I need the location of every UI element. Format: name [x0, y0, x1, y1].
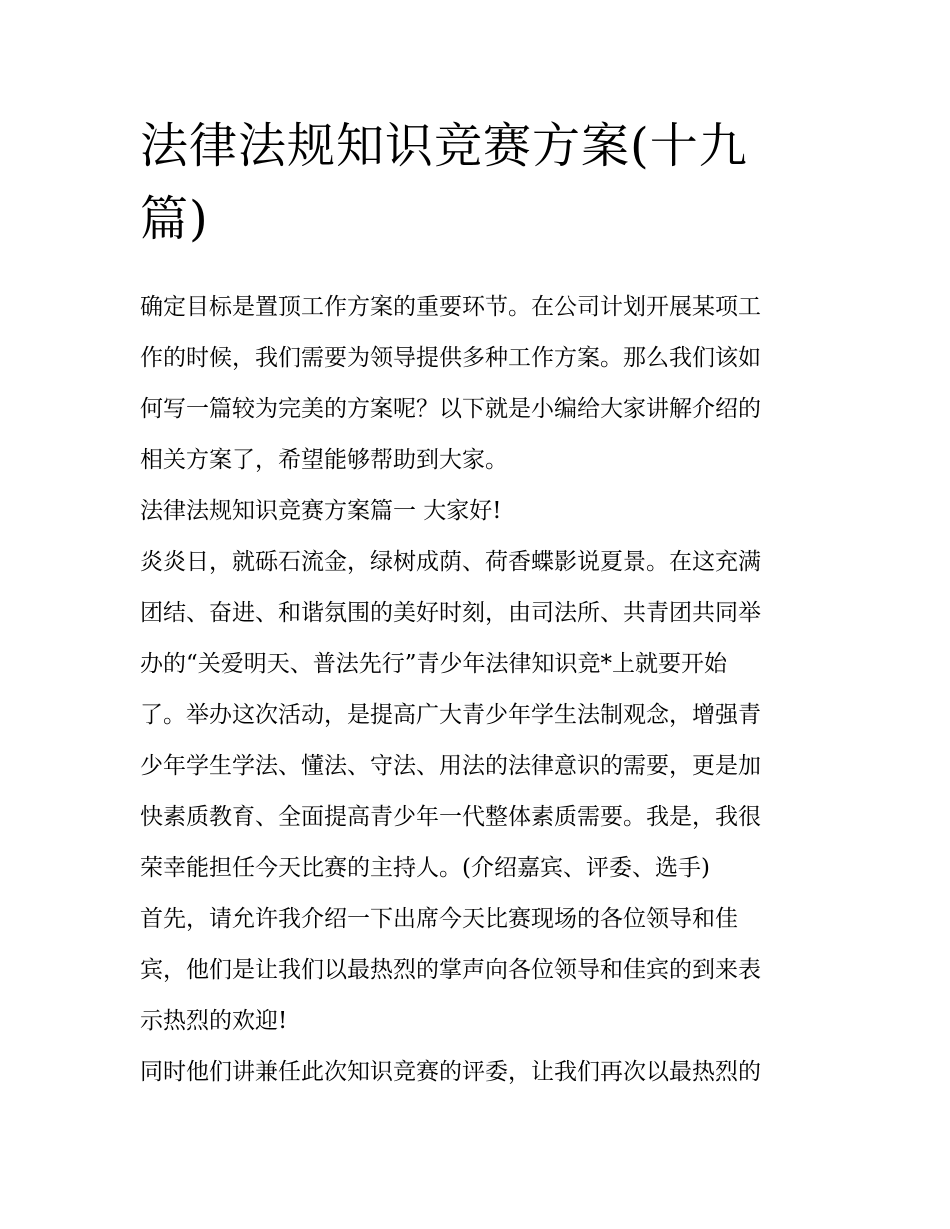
- intro-line-2: 作的时候，我们需要为领导提供多种工作方案。那么我们该如: [140, 345, 761, 371]
- paragraph-line-8: 首先，请允许我介绍一下出席今天比赛现场的各位领导和佳: [140, 906, 738, 932]
- title-line-1: 法律法规知识竞赛方案(十九: [140, 118, 748, 174]
- paragraph-line-7: 荣幸能担任今天比赛的主持人。(介绍嘉宾、评委、选手): [140, 855, 710, 881]
- section-heading-line: 法律法规知识竞赛方案篇一 大家好!: [140, 498, 502, 524]
- intro-line-4: 相关方案了，希望能够帮助到大家。: [140, 447, 508, 473]
- paragraph-line-9: 宾，他们是让我们以最热烈的掌声向各位领导和佳宾的到来表: [140, 957, 761, 983]
- paragraph-line-4: 了。举办这次活动，是提高广大青少年学生法制观念，增强青: [140, 702, 761, 728]
- document-title: [140, 110, 820, 256]
- paragraph-line-3: 办的“关爱明天、普法先行”青少年法律知识竞*上就要开始: [140, 651, 728, 677]
- paragraph-line-11: 同时他们讲兼任此次知识竞赛的评委，让我们再次以最热烈的: [140, 1059, 761, 1085]
- paragraph-line-2: 团结、奋进、和谐氛围的美好时刻，由司法所、共青团共同举: [140, 600, 761, 626]
- paragraph-line-6: 快素质教育、全面提高青少年一代整体素质需要。我是，我很: [140, 804, 761, 830]
- intro-line-3: 何写一篇较为完美的方案呢？以下就是小编给大家讲解介绍的: [140, 396, 761, 422]
- paragraph-line-10: 示热烈的欢迎!: [140, 1008, 288, 1034]
- title-line-2: 篇): [140, 191, 209, 247]
- paragraph-line-5: 少年学生学法、懂法、守法、用法的法律意识的需要，更是加: [140, 753, 761, 779]
- paragraph-line-1: 炎炎日，就砾石流金，绿树成荫、荷香蝶影说夏景。在这充满: [140, 549, 761, 575]
- document-body: [140, 282, 840, 1098]
- intro-line-1: 确定目标是置顶工作方案的重要环节。在公司计划开展某项工: [140, 294, 761, 320]
